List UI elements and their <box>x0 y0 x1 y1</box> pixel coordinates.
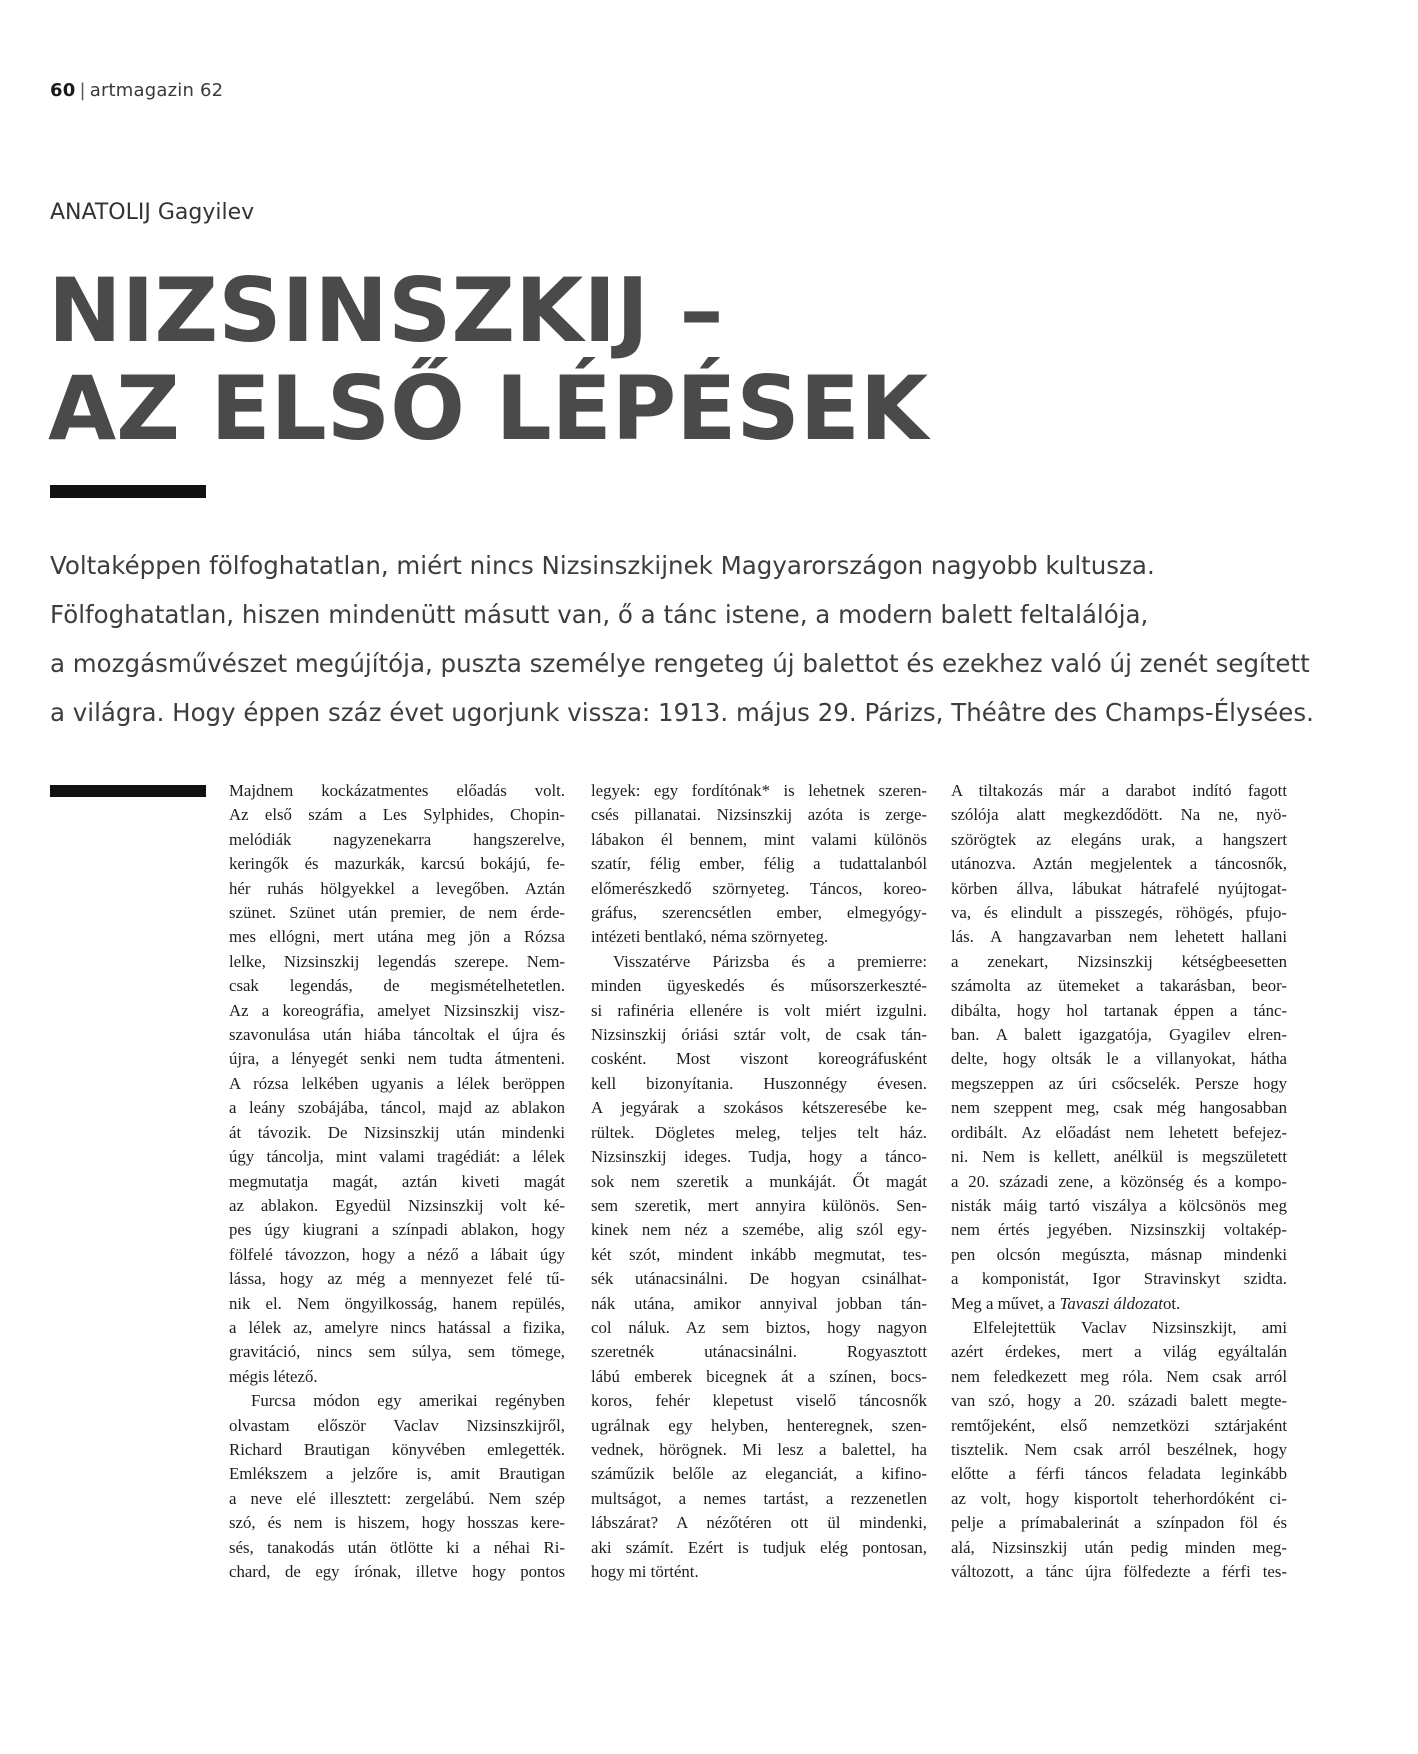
body-text-line: Furcsa módon egy amerikai regényben <box>251 1391 565 1411</box>
body-text-line: úgy táncolja, mint valami tragédiát: a lélek <box>229 1147 565 1167</box>
body-text-line: nisták máig tartó viszálya a kölcsönös meg <box>951 1195 1287 1215</box>
body-text-line: ugrálnak egy helyben, henteregnek, szen- <box>591 1415 927 1435</box>
body-text-line: legyek: egy fordítónak* is lehetnek szeren- <box>591 781 927 800</box>
article-lead <box>50 541 1370 737</box>
body-text-line: szólója alatt megkezdődött. Na ne, nyö- <box>951 805 1287 825</box>
body-text-line: lássa, hogy az még a mennyezet felé tű- <box>229 1269 565 1289</box>
body-text-line: a lélek az, amelyre nincs hatással a fizika, <box>229 1317 565 1337</box>
title-line-1: NIZSINSZKIJ – <box>48 259 724 362</box>
body-text-line: aki számít. Ezért is tudjuk elég pontosan, <box>591 1537 927 1557</box>
body-text-line: hogy mi történt. <box>591 1562 699 1581</box>
body-text-line: Richard Brautigan könyvében emlegették. <box>229 1439 565 1459</box>
body-text-line: remtőjeként, első nemzetközi sztárjaként <box>951 1415 1287 1435</box>
body-text-line: szeretnék utánacsinálni. Rogyasztott <box>591 1342 927 1362</box>
body-text-line: sok nem szeretik a munkáját. Őt magát <box>591 1171 927 1191</box>
body-text-line: lábszárat? A nézőtéren ott ül mindenki, <box>591 1513 927 1533</box>
body-text-line: száműzik belőle az eleganciát, a kifino- <box>591 1464 927 1484</box>
body-text-line: mégis létező. <box>229 1366 318 1386</box>
body-text-line: lelke, Nizsinszkij legendás szerepe. Nem- <box>229 951 565 971</box>
body-text-line: Az első szám a Les Sylphides, Chopin- <box>229 805 565 825</box>
body-text-line: számolta az ütemeket a takarásban, beor- <box>951 976 1287 996</box>
body-text-line: a komponistát, Igor Stravinskyt szidta. <box>951 1269 1287 1289</box>
body-text-line: pes úgy kiugrani a színpadi ablakon, hogy <box>229 1220 565 1240</box>
body-text-line: szavonulása után hiába táncoltak el újra és <box>229 1025 565 1045</box>
magazine-name: artmagazin 62 <box>89 80 224 101</box>
body-text-line: nik el. Nem öngyilkosság, hanem repülés, <box>229 1293 565 1313</box>
body-text-line: Majdnem kockázatmentes előadás volt. <box>229 781 565 800</box>
body-text-line: chard, de egy írónak, illetve hogy pontos <box>229 1562 565 1581</box>
work-title: Tavaszi áldozat <box>1059 1293 1163 1313</box>
body-text-line: hér ruhás hölgyekkel a levegőben. Aztán <box>229 878 565 898</box>
body-text-line: előmerészkedő szörnyeteg. Táncos, koreo- <box>591 878 927 898</box>
body-text-line: kinek nem néz a szemébe, alig szól egy- <box>591 1220 927 1240</box>
body-text-line: nák utána, amikor annyival jobban tán- <box>591 1293 927 1313</box>
body-text-line: lábakon él bennem, mint valami különös <box>591 829 927 849</box>
body-text-line: A rózsa lelkében ugyanis a lélek beröppen <box>229 1073 565 1093</box>
lead-line: a világra. Hogy éppen száz évet ugorjunk vissza: 1913. május 29. Párizs, Théâtre des Champs-Élysées. <box>50 698 1314 727</box>
title-divider-rule <box>50 485 206 498</box>
body-text-line: pen olcsón megúszta, másnap mindenki <box>951 1244 1287 1264</box>
body-text-line: megmutatja magát, aztán kiveti magát <box>229 1171 565 1191</box>
body-text-line: melódiák nagyzenekarra hangszerelve, <box>229 829 565 849</box>
body-text-line: A jegyárak a szokásos kétszeresébe ke- <box>591 1098 927 1118</box>
body-text-line: nem feledkezett meg róla. Nem csak arról <box>951 1366 1287 1386</box>
body-text-line: sés, tanakodás után ötlötte ki a néhai Ri- <box>229 1537 565 1557</box>
lead-line: a mozgásművészet megújítója, puszta személye rengeteg új balettot és ezekhez való új zenét segített <box>50 649 1310 678</box>
body-text-line: újra, a lényegét senki nem tudta átmenteni. <box>229 1049 565 1069</box>
body-text-line: sem szeretik, mert annyira különös. Sen- <box>591 1195 927 1215</box>
body-text-line: a 20. századi zene, a közönség és a kompo- <box>951 1171 1287 1191</box>
body-text-line: Az a koreográfia, amelyet Nizsinszkij visz- <box>229 1000 565 1020</box>
body-text-line: lás. A hangzavarban nem lehetett hallani <box>951 927 1287 947</box>
page-number: 60 <box>50 80 76 101</box>
body-text-line: olvastam először Vaclav Nizsinszkijről, <box>229 1415 565 1435</box>
body-text-line: minden ügyeskedés és műsorszerkeszté- <box>591 976 927 996</box>
body-text-line: az ablakon. Egyedül Nizsinszkij volt ké- <box>229 1195 565 1215</box>
body-text-line: rültek. Dögletes meleg, teljes telt ház. <box>591 1122 927 1142</box>
lead-line: Fölfoghatatlan, hiszen mindenütt másutt van, ő a tánc istene, a modern balett feltalálója, <box>50 600 1149 629</box>
body-text-line: körben állva, lábukat hátrafelé nyújtogat- <box>951 878 1287 898</box>
body-text-line: ordibált. Az előadást nem lehetett befejez- <box>951 1122 1287 1142</box>
body-text-line: multságot, a nemes tartást, a rezzenetlen <box>591 1488 927 1508</box>
body-text-line: gravitáció, nincs sem súlya, sem tömege, <box>229 1342 565 1362</box>
body-text-line: szó, és nem is hiszem, hogy hosszas kere- <box>229 1513 565 1533</box>
body-text-line: A tiltakozás már a darabot indító fagott <box>951 781 1287 800</box>
body-column-1 <box>229 779 565 1584</box>
lead-line: Voltaképpen fölfoghatatlan, miért nincs Nizsinszkijnek Magyarországon nagyobb kultusza. <box>50 551 1155 580</box>
body-text-line: va, és elindult a pisszegés, röhögés, pfujo- <box>951 903 1287 923</box>
body-text-line: col náluk. Az sem biztos, hogy nagyon <box>591 1317 927 1337</box>
body-column-2 <box>591 779 927 1584</box>
body-text-line: az volt, hogy kisportolt teherhordóként ci- <box>951 1488 1287 1508</box>
body-text-line: azért érdekes, mert a világ egyáltalán <box>951 1342 1287 1362</box>
body-text-line: lábú emberek bicegnek át a színen, bocs- <box>591 1366 927 1386</box>
body-text-line: pelje a prímabalerinát a színpadon föl és <box>951 1513 1287 1533</box>
body-text-line: előtte a férfi táncos feladata leginkább <box>951 1464 1287 1484</box>
page-header <box>50 80 223 101</box>
body-text-line: nem értés jegyében. Nizsinszkij voltakép- <box>951 1220 1287 1240</box>
body-text-line: Nizsinszkij ideges. Tudja, hogy a tánco- <box>591 1147 927 1167</box>
article-title <box>48 259 948 460</box>
body-text-line: Emlékszem a jelzőre is, amit Brautigan <box>229 1464 565 1484</box>
body-text-line: megszeppen az úri csőcselék. Persze hogy <box>951 1073 1287 1093</box>
body-text-line: gráfus, szerencsétlen ember, elmegyógy- <box>591 903 927 923</box>
body-text-line: a leány szobájába, táncol, majd az ablakon <box>229 1098 565 1118</box>
body-text-fragment: ot. <box>1162 1293 1181 1313</box>
title-line-2: AZ ELSŐ LÉPÉSEK <box>48 357 929 460</box>
body-text-line: csés pillanatai. Nizsinszkij azóta is zerge- <box>591 805 927 825</box>
body-text-line: cosként. Most viszont koreográfusként <box>591 1049 927 1069</box>
body-text-line: szünet. Szünet után premier, de nem érde- <box>229 903 565 923</box>
body-divider-rule <box>50 785 206 797</box>
body-text-fragment: Meg a művet, a <box>951 1293 1060 1313</box>
body-text-line: csak legendás, de megismételhetetlen. <box>229 976 565 996</box>
body-text-line: sék utánacsinálni. De hogyan csinálhat- <box>591 1269 927 1289</box>
body-text-line <box>951 1292 1287 1316</box>
body-text-line: intézeti bentlakó, néma szörnyeteg. <box>591 927 829 947</box>
body-text-line: van szó, hogy a 20. századi balett megte- <box>951 1391 1287 1411</box>
header-separator: | <box>79 80 86 101</box>
body-text-line: nem szeppent meg, csak még hangosabban <box>951 1098 1287 1118</box>
body-text-line: ni. Nem is kellett, anélkül is megszületett <box>951 1147 1287 1167</box>
body-text-line: keringők és mazurkák, karcsú bokájú, fe- <box>229 854 565 874</box>
body-text-line: tisztelik. Nem csak arról beszélnek, hogy <box>951 1439 1287 1459</box>
body-text-line: dibálta, hogy hol tartanak éppen a tánc- <box>951 1000 1287 1020</box>
body-text-line: Nizsinszkij óriási sztár volt, de csak tán- <box>591 1025 927 1045</box>
body-text-line: delte, hogy oltsák le a villanyokat, hátha <box>951 1049 1287 1069</box>
body-text-line: szatír, félig ember, félig a tudattalanból <box>591 854 927 874</box>
body-text-line: változott, a tánc újra fölfedezte a férfi tes- <box>951 1562 1287 1581</box>
body-text-line: ban. A balett igazgatója, Gyagilev elren- <box>951 1025 1287 1045</box>
body-text-line: si rafinéria ellenére is volt miért izgulni. <box>591 1000 927 1020</box>
body-text-line: vednek, hörögnek. Mi lesz a balettel, ha <box>591 1439 927 1459</box>
body-text-line: koros, fehér klepetust viselő táncosnők <box>591 1391 927 1411</box>
body-text-line: két szót, mindent inkább megmutat, tes- <box>591 1244 927 1264</box>
body-text-line: a neve elé illesztett: zergelábú. Nem szép <box>229 1488 565 1508</box>
body-text-line: a zenekart, Nizsinszkij kétségbeesetten <box>951 951 1287 971</box>
body-text-line: át távozik. De Nizsinszkij után mindenki <box>229 1122 565 1142</box>
article-author: ANATOLIJ Gagyilev <box>50 200 255 225</box>
body-text-line: kell bizonyítania. Huszonnégy évesen. <box>591 1073 927 1093</box>
body-text-line: utánozva. Aztán megjelentek a táncosnők, <box>951 854 1287 874</box>
body-text-line: szörögtek az elegáns urak, a hangszert <box>951 829 1287 849</box>
body-column-3 <box>951 779 1287 1584</box>
body-text-line: Elfelejtettük Vaclav Nizsinszkijt, ami <box>973 1317 1287 1337</box>
body-text-line: fölfelé távozzon, hogy a néző a lábait úgy <box>229 1244 565 1264</box>
body-text-line: mes ellógni, mert utána meg jön a Rózsa <box>229 927 565 947</box>
body-text-line: alá, Nizsinszkij után pedig minden meg- <box>951 1537 1287 1557</box>
body-text-line: Visszatérve Párizsba és a premierre: <box>613 951 927 971</box>
